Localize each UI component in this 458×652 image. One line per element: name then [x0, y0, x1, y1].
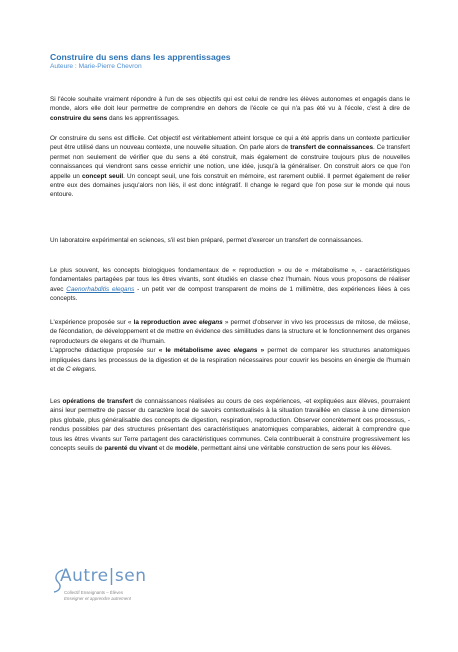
paragraph-laboratoire: Un laboratoire expérimental en sciences, s'il est bien préparé, permet d'exercer un transfert de connaissances. — [50, 237, 363, 244]
paragraph-operations: Les opérations de transfert de connaissances réalisées au cours de ces expériences, -et expliquées aux élèves, pourraient ainsi leur permettre de passer du caractère local de savoirs contextualisés à la situation travaillée en classe à une dimension plus globale, plus généralisable des concepts de digestion, respiration, reproduction. Observer concrètement ces processus, -rendus possibles par des structures présentant des caractéristiques anatomiques comparables, aiderait à comprendre que tous les êtres vivants sur Terre partagent des caractéristiques communes. Cela contribuerait à construire progressivement les concepts seuils de parenté du vivant et de modèle, permettant ainsi une véritable construction de sens pour les élèves. — [50, 398, 410, 453]
document-author: Auteure : Marie-Pierre Chevron — [50, 63, 142, 70]
logo-tagline-2: Enseigner et apprendre autrement — [64, 596, 131, 601]
emphasis-construire-du-sens: construire du sens — [50, 114, 108, 122]
logo-autresens — [52, 566, 172, 616]
emphasis-concept-seuil: concept seuil — [81, 172, 124, 180]
document-title: Construire du sens dans les apprentissages — [50, 52, 231, 62]
emphasis-modele: modèle — [175, 445, 198, 453]
emphasis-transfert: transfert de connaissances — [290, 144, 373, 152]
paragraph-experiences: L'expérience proposée sur « la reproduction avec elegans » permet d'observer in vivo les processus de mitose, de méiose, de fécondation, de développement et de mettre en évidence des similitudes dans la structure et le fonctionnement des organes reproducteurs de elegans et de l'humain. L'approche didactique proposée sur « le métabolisme avec elegans » permet de comparer les structures anatomiques impliquées dans les processus de la digestion et de la respiration nécessaires pour couvrir les besoins en énergie de l'humain et de C elegans. — [50, 319, 410, 374]
paragraph-transfert: Or construire du sens est difficile. Cet objectif est véritablement atteint lorsque ce qui a été appris dans un contexte particulier peut être utilisé dans un nouveau contexte, une nouvelle situation. On parle alors de transfert de connaissances. Ce transfert permet non seulement de vérifier que du sens a été construit, mais également de construire toujours plus de nouvelles connaissances qui viendront sans cesse enrichir une notion, une idée, jusqu'à la généraliser. On construit alors ce que l'on appelle un concept seuil. Un concept seuil, une fois construit en mémoire, est rarement oublié. Il permet également de relier entre eux des domaines jusqu'alors non liés, il est donc intégratif. Il change le regard que l'on pose sur le monde qui nous entoure. — [50, 135, 410, 199]
link-caenorhabditis[interactable]: Caenorhabditis elegans — [66, 285, 135, 293]
paragraph-intro: Si l'école souhaite vraiment répondre à l'un de ses objectifs qui est celui de rendre les élèves autonomes et engagés dans le monde, alors elle doit leur permettre de comprendre en dehors de l'école ce qui n'a pas été vu à l'école, c'est à dire de construire du sens dans les apprentissages. — [50, 96, 410, 122]
logo-word: Autre|sen — [60, 566, 147, 586]
emphasis-parente: parenté du vivant — [104, 445, 158, 453]
emphasis-operations: opérations de transfert — [62, 398, 133, 405]
paragraph-concepts: Le plus souvent, les concepts biologiques fondamentaux de « reproduction » ou de « métabolisme », - caractéristiques fondamentales partagées par tous les êtres vivants, sont étudiés en classe chez l'humain. Nous vous proposons de réaliser avec Caenorhabditis elegans - un petit ver de compost transparent de moins de 1 millimètre, des expériences liées à ces concepts. — [50, 267, 410, 303]
logo-tagline-1: Collectif Enseignants – Élèves — [64, 590, 124, 595]
